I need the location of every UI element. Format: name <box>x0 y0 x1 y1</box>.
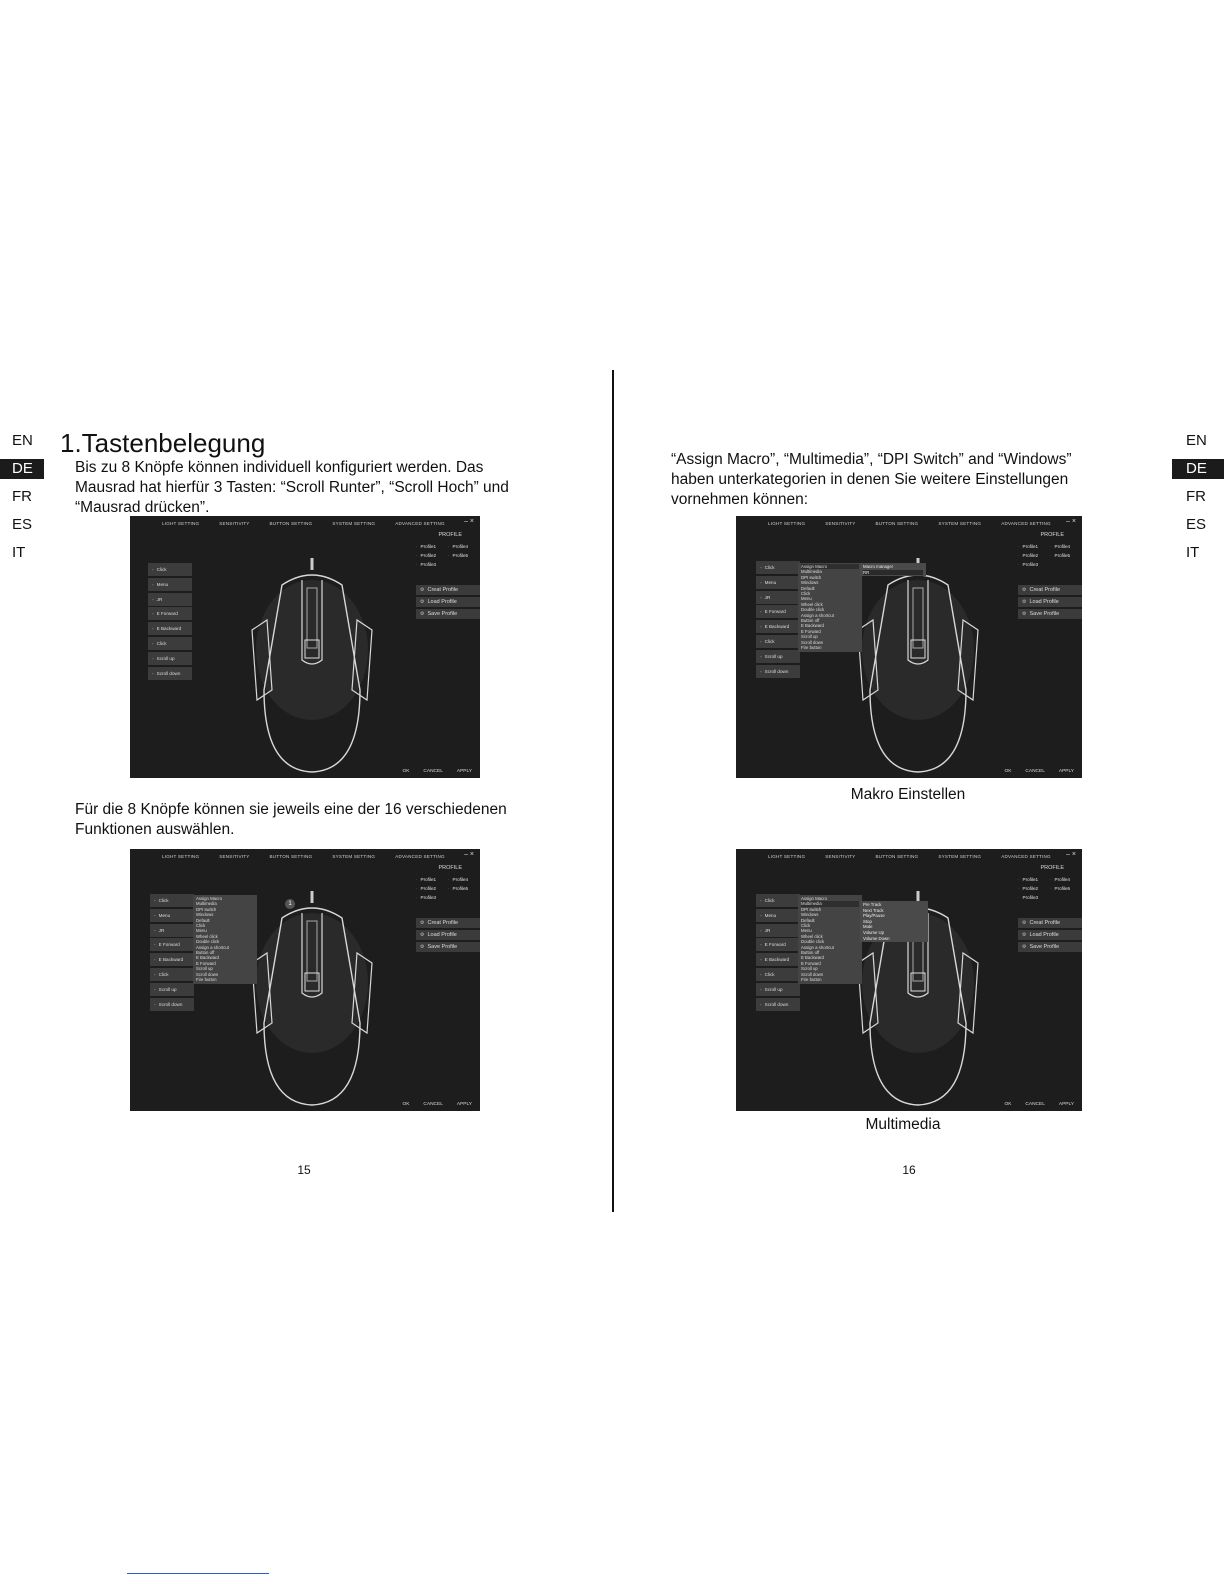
tab-sensitivity[interactable]: SENSITIVITY <box>219 520 250 526</box>
tab-advanced-setting[interactable]: ADVANCED SETTING <box>1001 520 1051 526</box>
profile-item[interactable]: · Profile3 <box>1018 562 1044 567</box>
button-slot[interactable]: ◦ Click <box>756 561 800 574</box>
tab-system-setting[interactable]: SYSTEM SETTING <box>938 853 982 859</box>
button-slot[interactable]: ◦ JR <box>756 924 800 937</box>
dialog-buttons <box>1004 1102 1074 1107</box>
profile-title: PROFILE <box>1040 532 1064 538</box>
menu-item[interactable]: Assign Macro <box>801 564 859 569</box>
save-profile-button[interactable]: ⚙ Save Profile <box>1018 942 1082 952</box>
button-slot[interactable]: ◦ Click <box>756 968 800 981</box>
function-menu <box>798 563 862 652</box>
save-profile-button[interactable]: ⚙ Save Profile <box>1018 609 1082 619</box>
button-assignment-list <box>756 894 800 1012</box>
profile-item[interactable]: · Profile4 <box>448 877 474 882</box>
profile-list <box>1018 544 1076 567</box>
menu-item[interactable]: Windows <box>196 912 214 918</box>
macro-submenu <box>860 563 926 576</box>
creat-profile-button[interactable]: ⚙ Creat Profile <box>416 585 480 595</box>
page-divider <box>612 370 614 1212</box>
window-controls[interactable]: – × <box>464 518 474 525</box>
dialog-buttons <box>402 769 472 774</box>
tab-button-setting[interactable]: BUTTON SETTING <box>875 853 919 859</box>
lang-tab-fr[interactable]: FR <box>1186 488 1206 505</box>
tab-system-setting[interactable]: SYSTEM SETTING <box>332 853 376 859</box>
menu-item[interactable]: Fire button <box>196 977 217 983</box>
profile-actions <box>416 585 480 621</box>
menu-item[interactable]: Scroll down <box>196 971 219 977</box>
menu-item[interactable]: Wheel click <box>196 933 218 939</box>
menu-item[interactable]: E Forward <box>801 628 821 634</box>
tab-light-setting[interactable]: LIGHT SETTING <box>162 853 200 859</box>
tab-light-setting[interactable]: LIGHT SETTING <box>768 520 806 526</box>
cancel-button[interactable]: CANCEL <box>1025 1102 1045 1107</box>
intro-paragraph: “Assign Macro”, “Multimedia”, “DPI Switch” and “Windows” haben unterkategorien in denen Sie weitere Einstellungen vornehmen können: <box>671 451 1072 508</box>
profile-actions <box>1018 585 1082 621</box>
menu-item[interactable]: Assign a shortcut <box>801 612 834 618</box>
apply-button[interactable]: APPLY <box>456 769 472 774</box>
menu-item[interactable]: Assign a shortcut <box>196 944 229 950</box>
load-profile-button[interactable]: ⚙ Load Profile <box>416 930 480 940</box>
save-profile-button[interactable]: ⚙ Save Profile <box>416 609 480 619</box>
menu-item[interactable]: Button off <box>196 950 215 956</box>
menu-item[interactable]: Windows <box>801 580 819 586</box>
dialog-buttons <box>402 1102 472 1107</box>
button-slot[interactable]: ◦ Menu <box>756 576 800 589</box>
menu-item[interactable]: Multimedia <box>801 569 822 575</box>
creat-profile-button[interactable]: ⚙ Creat Profile <box>1018 585 1082 595</box>
mouse-illustration <box>242 873 382 1109</box>
button-slot[interactable]: ◦ Scroll up <box>756 650 800 663</box>
tab-button-setting[interactable]: BUTTON SETTING <box>269 853 313 859</box>
button-slot[interactable]: ◦ E Backward <box>150 953 194 966</box>
tab-advanced-setting[interactable]: ADVANCED SETTING <box>395 853 445 859</box>
profile-list <box>416 877 474 900</box>
lang-tab-de[interactable]: DE <box>0 459 44 479</box>
language-tabs-right <box>1172 431 1224 571</box>
submenu-item[interactable]: Volume Down <box>863 935 890 941</box>
tab-button-setting[interactable]: BUTTON SETTING <box>269 520 313 526</box>
button-slot[interactable]: ◦ Menu <box>150 909 194 922</box>
button-slot[interactable]: ◦ Scroll down <box>756 998 800 1011</box>
software-screenshot-button-setting <box>130 516 480 778</box>
submenu-item[interactable]: Play/Pause <box>863 913 885 919</box>
menu-item[interactable]: Menu <box>801 596 812 602</box>
menu-item[interactable]: Multimedia <box>196 901 217 907</box>
button-slot[interactable]: ◦ Scroll up <box>756 983 800 996</box>
menu-item[interactable]: Default <box>801 585 815 591</box>
submenu-item[interactable]: Volume Up <box>863 929 885 935</box>
cancel-button[interactable]: CANCEL <box>423 1102 443 1107</box>
lang-tab-it[interactable]: IT <box>1186 544 1200 561</box>
menu-item[interactable]: Wheel click <box>801 933 823 939</box>
ok-button[interactable]: OK <box>1004 769 1012 774</box>
menu-item[interactable]: Menu <box>196 928 207 934</box>
functions-paragraph: Für die 8 Knöpfe können sie jeweils eine der 16 verschiedenen Funktionen auswählen. <box>75 801 507 838</box>
button-assignment-list <box>756 561 800 679</box>
settings-tabs <box>736 849 1082 863</box>
menu-item[interactable]: E Forward <box>801 960 821 966</box>
menu-item[interactable]: Scroll up <box>801 966 818 972</box>
cancel-button[interactable]: CANCEL <box>423 769 443 774</box>
lang-tab-fr[interactable]: FR <box>12 488 32 505</box>
profile-item[interactable]: · Profile2 <box>416 553 442 558</box>
submenu-item[interactable]: Next Track <box>863 907 884 913</box>
menu-item[interactable]: DPI switch <box>196 906 217 912</box>
caption-multimedia: Multimedia <box>865 1116 941 1133</box>
menu-item[interactable]: Click <box>801 923 811 929</box>
mouse-illustration <box>242 540 382 776</box>
button-slot[interactable]: ◦ Click <box>756 894 800 907</box>
menu-item[interactable]: Scroll down <box>801 639 824 645</box>
multimedia-submenu <box>860 901 928 942</box>
lang-tab-en[interactable]: EN <box>1186 432 1207 449</box>
menu-item[interactable]: Wheel click <box>801 601 823 607</box>
button-slot[interactable]: ◦ E Backward <box>148 622 192 635</box>
lang-tab-es[interactable]: ES <box>1186 516 1207 533</box>
footer-line <box>127 1573 269 1574</box>
menu-item[interactable]: Double click <box>196 939 220 945</box>
menu-item[interactable]: Multimedia <box>801 901 859 906</box>
button-slot[interactable]: ◦ JR <box>148 593 192 606</box>
lang-tab-it[interactable]: IT <box>12 544 26 561</box>
menu-item[interactable]: Scroll up <box>196 966 213 972</box>
button-slot[interactable]: ◦ Scroll up <box>150 983 194 996</box>
menu-item[interactable]: E Backward <box>801 955 824 961</box>
button-slot[interactable]: ◦ E Forward <box>148 607 192 620</box>
caption-macro: Makro Einstellen <box>850 786 966 803</box>
software-screenshot-function-menu <box>130 849 480 1111</box>
button-slot[interactable]: ◦ JR <box>150 924 194 937</box>
button-slot[interactable]: ◦ Scroll up <box>148 652 192 665</box>
profile-actions <box>1018 918 1082 954</box>
menu-item[interactable]: Double click <box>801 607 825 613</box>
profile-list <box>1018 877 1076 900</box>
menu-item[interactable]: Double click <box>801 939 825 945</box>
profile-item[interactable]: · Profile1 <box>416 544 442 549</box>
dialog-buttons <box>1004 769 1074 774</box>
menu-item[interactable]: DPI switch <box>801 574 822 580</box>
language-tabs-left <box>0 431 44 571</box>
button-slot[interactable]: ◦ Menu <box>756 909 800 922</box>
tab-button-setting[interactable]: BUTTON SETTING <box>875 520 919 526</box>
button-slot[interactable]: ◦ Scroll down <box>150 998 194 1011</box>
profile-title: PROFILE <box>438 865 462 871</box>
profile-title: PROFILE <box>1040 865 1064 871</box>
window-controls[interactable]: – × <box>1066 851 1076 858</box>
profile-item[interactable]: · Profile4 <box>1050 544 1076 549</box>
menu-item[interactable]: Menu <box>801 928 812 934</box>
button-slot[interactable]: ◦ Click <box>150 894 194 907</box>
save-profile-button[interactable]: ⚙ Save Profile <box>416 942 480 952</box>
profile-item[interactable]: · Profile4 <box>448 544 474 549</box>
load-profile-button[interactable]: ⚙ Load Profile <box>416 597 480 607</box>
profile-item[interactable]: · Profile3 <box>416 562 442 567</box>
page-number: 15 <box>297 1163 311 1177</box>
submenu-item[interactable]: Pre Track <box>863 902 882 907</box>
tab-advanced-setting[interactable]: ADVANCED SETTING <box>1001 853 1051 859</box>
settings-tabs <box>736 516 1082 530</box>
ok-button[interactable]: OK <box>1004 1102 1012 1107</box>
menu-item[interactable]: Scroll down <box>801 971 824 977</box>
menu-item[interactable]: E Forward <box>196 960 216 966</box>
software-screenshot-multimedia <box>736 849 1082 1111</box>
profile-item[interactable]: · Profile4 <box>1050 877 1076 882</box>
button-slot[interactable]: ◦ E Forward <box>756 938 800 951</box>
menu-item[interactable]: E Backward <box>801 623 824 629</box>
button-assignment-list <box>150 894 194 1012</box>
button-slot[interactable]: ◦ Scroll down <box>148 667 192 680</box>
menu-item[interactable]: Windows <box>801 912 819 918</box>
menu-item[interactable]: Default <box>801 917 815 923</box>
function-menu <box>798 895 862 984</box>
menu-item[interactable]: Button off <box>801 950 820 956</box>
profile-item[interactable]: · Profile2 <box>416 886 442 891</box>
submenu-item[interactable]: Macro manager <box>863 564 894 569</box>
profile-actions <box>416 918 480 954</box>
menu-item[interactable]: DPI switch <box>801 906 822 912</box>
button-slot[interactable]: ◦ E Forward <box>150 938 194 951</box>
settings-tabs <box>130 516 480 530</box>
tab-system-setting[interactable]: SYSTEM SETTING <box>938 520 982 526</box>
lang-tab-es[interactable]: ES <box>12 516 33 533</box>
tab-light-setting[interactable]: LIGHT SETTING <box>162 520 200 526</box>
lang-tab-en[interactable]: EN <box>12 432 33 449</box>
mouse-button-badge: 1 <box>285 899 295 909</box>
settings-tabs <box>130 849 480 863</box>
profile-item[interactable]: · Profile1 <box>416 877 442 882</box>
profile-item[interactable]: · Profile5 <box>1050 553 1076 558</box>
window-controls[interactable]: – × <box>464 851 474 858</box>
profile-item[interactable]: · Profile5 <box>448 553 474 558</box>
menu-item[interactable]: Button off <box>801 618 820 624</box>
menu-item[interactable]: E Backward <box>196 955 219 961</box>
load-profile-button[interactable]: ⚙ Load Profile <box>1018 597 1082 607</box>
tab-system-setting[interactable]: SYSTEM SETTING <box>332 520 376 526</box>
submenu-item[interactable]: Mute <box>863 924 873 930</box>
software-screenshot-macro <box>736 516 1082 778</box>
profile-item[interactable]: · Profile3 <box>1018 895 1044 900</box>
profile-item[interactable]: · Profile5 <box>448 886 474 891</box>
button-slot[interactable]: ◦ E Forward <box>756 605 800 618</box>
button-slot[interactable]: ◦ Click <box>756 635 800 648</box>
page-number: 16 <box>902 1163 916 1177</box>
tab-sensitivity[interactable]: SENSITIVITY <box>825 520 856 526</box>
profile-title: PROFILE <box>438 532 462 538</box>
button-slot[interactable]: ◦ Click <box>148 637 192 650</box>
tab-advanced-setting[interactable]: ADVANCED SETTING <box>395 520 445 526</box>
intro-paragraph: Bis zu 8 Knöpfe können individuell konfiguriert werden. Das Mausrad hat hierfür 3 Tasten: “Scroll Runter”, “Scroll Hoch” und “Mausrad drücken”. <box>75 459 509 516</box>
button-slot[interactable]: ◦ Menu <box>148 578 192 591</box>
apply-button[interactable]: APPLY <box>1058 1102 1074 1107</box>
button-slot[interactable]: ◦ E Backward <box>756 953 800 966</box>
menu-item[interactable]: Default <box>196 917 210 923</box>
menu-item[interactable]: Assign Macro <box>196 896 223 901</box>
menu-item[interactable]: Fire button <box>801 977 822 983</box>
load-profile-button[interactable]: ⚙ Load Profile <box>1018 930 1082 940</box>
ok-button[interactable]: OK <box>402 1102 410 1107</box>
profile-item[interactable]: · Profile1 <box>1018 544 1044 549</box>
button-slot[interactable]: ◦ E Backward <box>756 620 800 633</box>
section-title: 1.Tastenbelegung <box>60 428 266 458</box>
menu-item[interactable]: Scroll up <box>801 634 818 640</box>
apply-button[interactable]: APPLY <box>456 1102 472 1107</box>
button-slot[interactable]: ◦ JR <box>756 591 800 604</box>
menu-item[interactable]: Fire button <box>801 645 822 651</box>
creat-profile-button[interactable]: ⚙ Creat Profile <box>1018 918 1082 928</box>
submenu-item[interactable]: RR <box>863 570 923 576</box>
tab-sensitivity[interactable]: SENSITIVITY <box>219 853 250 859</box>
menu-item[interactable]: Click <box>801 591 811 597</box>
profile-item[interactable]: · Profile3 <box>416 895 442 900</box>
creat-profile-button[interactable]: ⚙ Creat Profile <box>416 918 480 928</box>
button-slot[interactable]: ◦ Click <box>150 968 194 981</box>
lang-tab-de[interactable]: DE <box>1172 459 1224 479</box>
cancel-button[interactable]: CANCEL <box>1025 769 1045 774</box>
function-menu <box>193 895 257 984</box>
button-slot[interactable]: ◦ Click <box>148 563 192 576</box>
window-controls[interactable]: – × <box>1066 518 1076 525</box>
ok-button[interactable]: OK <box>402 769 410 774</box>
profile-item[interactable]: · Profile2 <box>1018 553 1044 558</box>
profile-list <box>416 544 474 567</box>
profile-item[interactable]: · Profile1 <box>1018 877 1044 882</box>
button-slot[interactable]: ◦ Scroll down <box>756 665 800 678</box>
profile-item[interactable]: · Profile2 <box>1018 886 1044 891</box>
menu-item[interactable]: Assign a shortcut <box>801 944 834 950</box>
apply-button[interactable]: APPLY <box>1058 769 1074 774</box>
menu-item[interactable]: Click <box>196 923 206 929</box>
tab-sensitivity[interactable]: SENSITIVITY <box>825 853 856 859</box>
tab-light-setting[interactable]: LIGHT SETTING <box>768 853 806 859</box>
menu-item[interactable]: Assign Macro <box>801 896 828 901</box>
button-assignment-list <box>148 563 192 681</box>
profile-item[interactable]: · Profile5 <box>1050 886 1076 891</box>
submenu-item[interactable]: Stop <box>863 918 872 924</box>
